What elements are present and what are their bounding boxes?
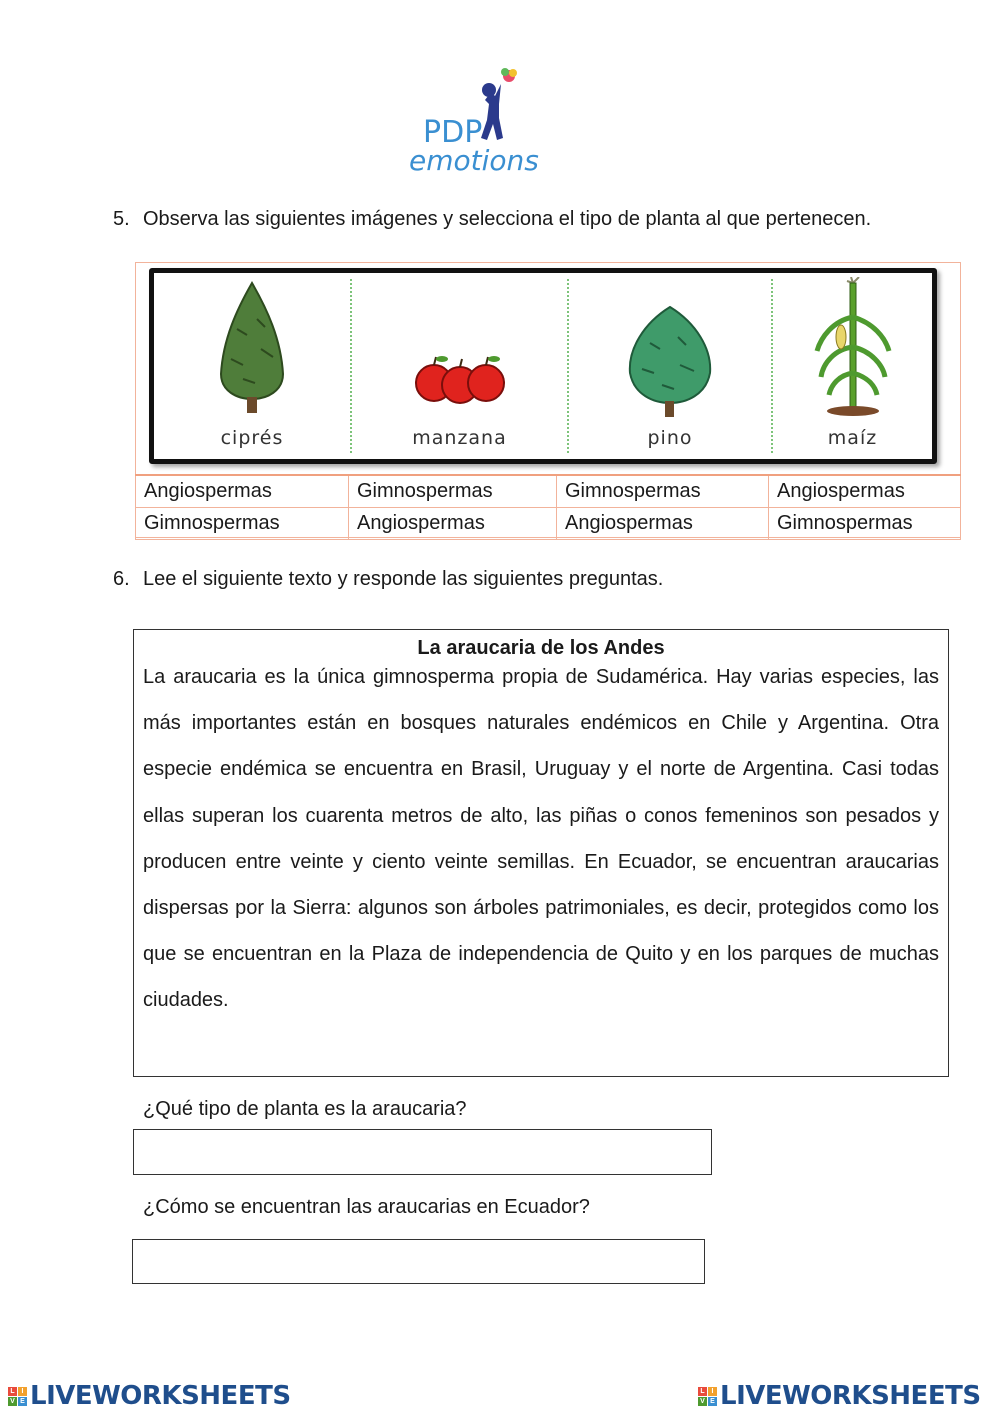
option-cypress-b[interactable]: Gimnospermas xyxy=(136,507,349,539)
option-corn-b[interactable]: Gimnospermas xyxy=(769,507,961,539)
question-6 xyxy=(113,566,663,592)
option-corn-a[interactable]: Angiospermas xyxy=(769,475,961,507)
logo-text-pdp: PDP xyxy=(423,115,483,150)
option-pine-b[interactable]: Angiospermas xyxy=(557,507,769,539)
plant-cell-apple xyxy=(352,273,567,459)
pdp-emotions-logo-graphic xyxy=(405,62,545,180)
question-araucaria-type: ¿Qué tipo de planta es la araucaria? xyxy=(143,1098,467,1120)
liveworksheets-mark-icon: L I V E xyxy=(698,1387,717,1406)
option-apple-b[interactable]: Angiospermas xyxy=(349,507,557,539)
question-5 xyxy=(113,206,871,232)
option-pine-a[interactable]: Gimnospermas xyxy=(557,475,769,507)
plant-label-pine: pino xyxy=(647,427,693,449)
answer-field-araucaria-ecuador[interactable] xyxy=(132,1239,705,1284)
corn-plant-icon xyxy=(813,277,893,419)
pdp-emotions-logo xyxy=(405,62,545,180)
reading-passage-box xyxy=(133,629,949,1077)
reading-body: La araucaria es la única gimnosperma propia de Sudamérica. Hay varias especies, las más importantes están en bosques naturales endémicos en Chile y Argentina. Otra especie endémica se encuentra en Brasil, Uruguay y el norte de Argentina. Casi todas ellas superan los cuarenta metros de alto, las piñas o conos femeninos son pesados y producen entre veinte y ciento veinte semillas. En Ecuador, se encuentran araucarias dispersas por la Sierra: algunos son árboles patrimoniales, es decir, protegidos como los que se encuentran en la Plaza de independencia de Quito y en los parques de muchas ciudades. xyxy=(143,666,939,1012)
apples-icon xyxy=(410,353,510,413)
liveworksheets-brand-text: LIVEWORKSHEETS xyxy=(30,1381,291,1411)
liveworksheets-logo-right xyxy=(698,1381,981,1411)
question-5-number: 5. xyxy=(113,208,130,230)
plants-image-strip xyxy=(149,268,937,464)
option-cypress-a[interactable]: Angiospermas xyxy=(136,475,349,507)
plant-label-corn: maíz xyxy=(827,427,878,449)
logo-text-emotions: emotions xyxy=(409,144,539,177)
question-5-text: Observa las siguientes imágenes y selecciona el tipo de planta al que pertenecen. xyxy=(143,208,872,230)
answer-field-araucaria-type[interactable] xyxy=(133,1129,712,1175)
reading-title: La araucaria de los Andes xyxy=(417,637,665,659)
question-6-number: 6. xyxy=(113,568,130,590)
plant-cell-pine xyxy=(569,273,771,459)
options-row-1 xyxy=(136,475,961,507)
options-row-2 xyxy=(136,507,961,539)
question-araucaria-ecuador: ¿Cómo se encuentran las araucarias en Ecuador? xyxy=(143,1196,590,1218)
question-6-text: Lee el siguiente texto y responde las siguientes preguntas. xyxy=(143,568,664,590)
plant-label-apple: manzana xyxy=(412,427,507,449)
option-apple-a[interactable]: Gimnospermas xyxy=(349,475,557,507)
plant-cell-cypress xyxy=(154,273,350,459)
liveworksheets-brand-text: LIVEWORKSHEETS xyxy=(720,1381,981,1411)
liveworksheets-logo-left xyxy=(8,1381,291,1411)
cypress-tree-icon xyxy=(207,279,297,419)
pine-tree-icon xyxy=(620,303,720,421)
plant-type-options-table xyxy=(135,474,961,540)
plant-cell-corn xyxy=(773,273,932,459)
liveworksheets-mark-icon: L I V E xyxy=(8,1387,27,1406)
plant-label-cypress: ciprés xyxy=(220,427,284,449)
